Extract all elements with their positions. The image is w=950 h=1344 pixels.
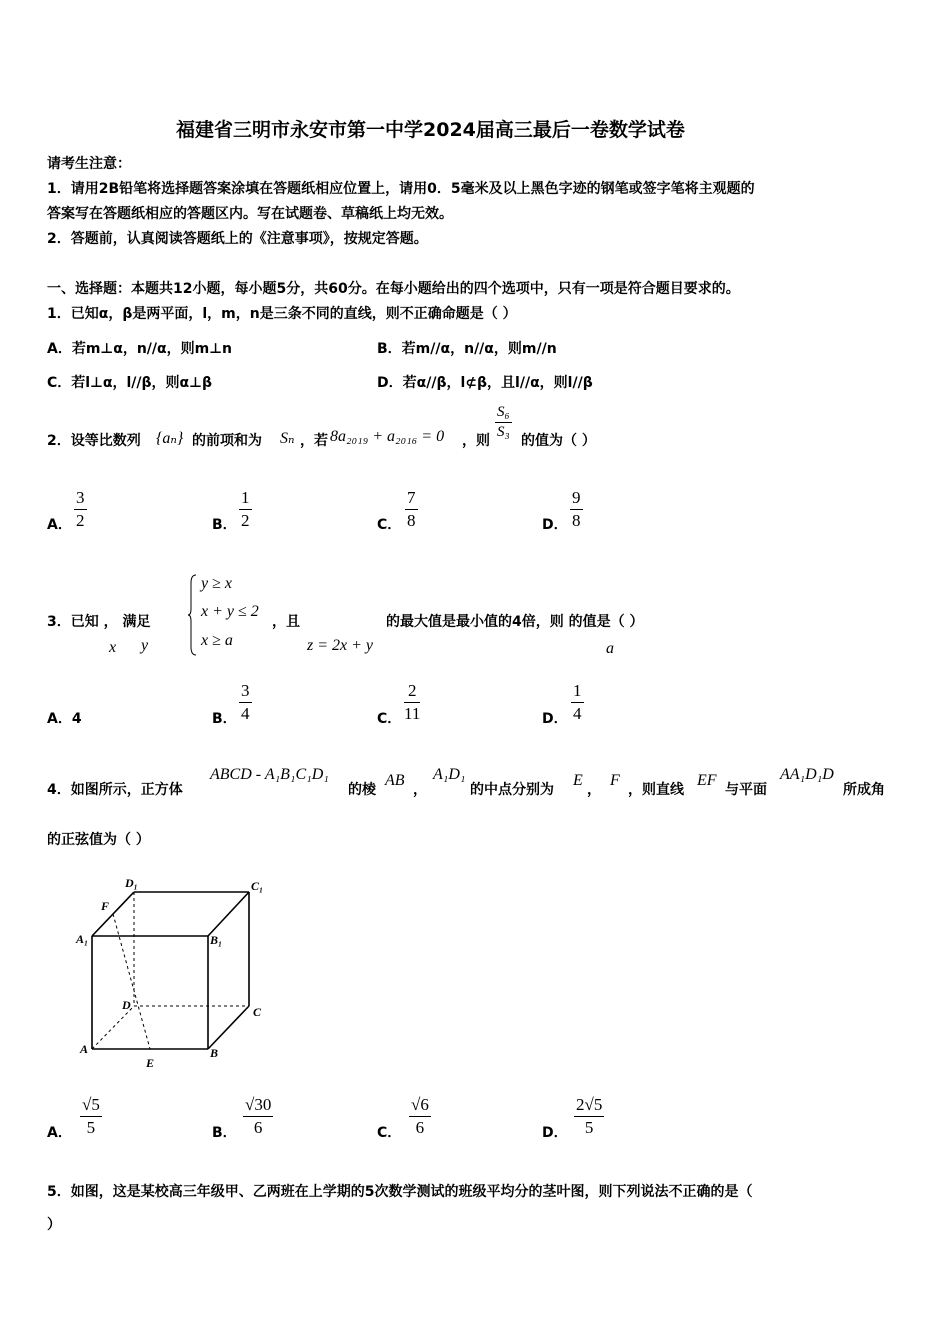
q4-point-e: E [573, 772, 583, 789]
q4-cube: ABCD - A₁B₁C₁D₁ [210, 766, 329, 783]
q4-stem-part: 的棱 [348, 782, 376, 798]
page-title: 福建省三明市永安市第一中学2024届高三最后一卷数学试卷 [176, 119, 685, 141]
q4-stem-part: 与平面 [725, 782, 767, 798]
q2-option-c-value [405, 488, 418, 531]
q4-plane: AA₁D₁D [780, 766, 834, 783]
label-b1: B₁ [210, 933, 223, 947]
q2-ratio-numerator: S₆ [495, 404, 512, 423]
label-c: C [253, 1005, 262, 1019]
q4-option-b-value [243, 1095, 273, 1138]
q4-option-d-value [574, 1095, 604, 1138]
segment-ef [113, 914, 150, 1049]
q4-stem-part: 的中点分别为 [470, 782, 554, 798]
denominator: 8 [407, 511, 416, 530]
denominator: 6 [253, 1118, 263, 1137]
q4-stem-part: ，则直线 [628, 782, 684, 798]
denominator: 6 [415, 1118, 425, 1137]
q3-stem-part: 的最大值是最小值的4倍，则 的值是（ ） [386, 614, 644, 630]
q3-constraint-3: x ≥ a [201, 632, 233, 649]
denominator: 11 [404, 704, 421, 723]
q4-line-ef: EF [697, 772, 717, 789]
q3-var-x: x [109, 639, 117, 656]
q1-option-b: B．若m//α，n//α，则m//n [377, 341, 557, 357]
q5-stem-line-2: ） [47, 1217, 61, 1233]
q4-option-a-value [80, 1095, 102, 1138]
denominator: 5 [584, 1118, 594, 1137]
q3-option-a: A．4 [47, 711, 82, 727]
numerator: 2 [404, 681, 420, 703]
q4-point-f: F [610, 772, 620, 789]
q3-var-a: a [606, 640, 614, 657]
denominator: 4 [573, 704, 582, 723]
numerator: 3 [74, 488, 87, 510]
q5-stem-line-1: 5．如图，这是某校高三年级甲、乙两班在上学期的5次数学测试的班级平均分的茎叶图，则下列说法不正确的是（ [47, 1184, 753, 1200]
notice-line-1: 1．请用2B铅笔将选择题答案涂填在答题纸相应位置上，请用0．5毫米及以上黑色字迹的钢笔或签字笔将主观题的 [47, 181, 755, 197]
q3-option-d-value [571, 681, 584, 724]
label-f: F [101, 899, 110, 913]
q2-option-d-label: D． [542, 517, 568, 533]
label-d1: D₁ [125, 876, 138, 890]
notice-heading: 请考生注意： [47, 156, 131, 172]
numerator: 3 [239, 681, 252, 703]
q4-stem-part: 所成角 [843, 782, 885, 798]
q3-stem-part: 3．已知 ， 满足 [47, 614, 151, 630]
q2-option-a-value [74, 488, 87, 531]
q3-option-c-value [404, 681, 420, 724]
edge-b1c1 [208, 892, 249, 936]
denominator: 2 [76, 511, 85, 530]
q2-ratio [495, 404, 512, 441]
q3-option-b-value [239, 681, 252, 724]
q1-option-a: A．若m⊥α，n//α，则m⊥n [47, 341, 233, 357]
q3-option-d-label: D． [542, 711, 568, 727]
cube-figure [70, 875, 290, 1075]
q2-stem-part: 的值为（ ） [521, 433, 596, 449]
q3-option-b-label: B． [212, 711, 237, 727]
q3-system-brace [188, 573, 198, 657]
numerator: √30 [243, 1095, 273, 1117]
denominator: 2 [241, 511, 250, 530]
q3-var-y: y [141, 637, 149, 654]
q4-stem-part: ， [587, 782, 601, 798]
q4-edge-a1d1: A₁D₁ [433, 766, 466, 783]
q4-stem-line-2: 的正弦值为（ ） [47, 832, 150, 848]
q2-stem-part: ，若 [300, 433, 328, 449]
q2-stem-part: 的前项和为 [192, 433, 262, 449]
q2-option-b-label: B． [212, 517, 237, 533]
q4-option-b-label: B． [212, 1125, 237, 1141]
q2-option-d-value [570, 488, 583, 531]
q2-ratio-denominator: S₃ [497, 424, 510, 440]
q4-option-c-label: C． [377, 1125, 402, 1141]
q4-stem-part: ， [413, 782, 427, 798]
q2-stem-part: 2．设等比数列 [47, 433, 141, 449]
label-e: E [146, 1056, 155, 1070]
q2-sum: Sₙ [280, 430, 295, 447]
label-b: B [210, 1046, 219, 1060]
label-d: D [122, 998, 131, 1012]
label-a: A [80, 1042, 89, 1056]
q4-edge-ab: AB [385, 772, 405, 789]
numerator: 7 [405, 488, 418, 510]
q3-constraint-1: y ≥ x [201, 575, 232, 592]
denominator: 5 [86, 1118, 96, 1137]
q3-constraint-2: x + y ≤ 2 [201, 603, 259, 620]
q2-option-a-label: A． [47, 517, 72, 533]
q2-stem-part: ，则 [462, 433, 490, 449]
q1-stem: 1．已知α，β是两平面，l，m，n是三条不同的直线，则不正确命题是（ ） [47, 306, 517, 322]
q2-equation: 8a₂₀₁₉ + a₂₀₁₆ = 0 [330, 428, 445, 445]
q3-option-c-label: C． [377, 711, 402, 727]
q4-stem-part: 4．如图所示，正方体 [47, 782, 183, 798]
denominator: 4 [241, 704, 250, 723]
q3-stem-part: ，且 [272, 614, 300, 630]
q4-option-c-value [409, 1095, 431, 1138]
notice-line-3: 2．答题前，认真阅读答题纸上的《注意事项》，按规定答题。 [47, 231, 428, 247]
q2-option-c-label: C． [377, 517, 402, 533]
numerator: 2√5 [574, 1095, 604, 1117]
q2-option-b-value [239, 488, 252, 531]
denominator: 8 [572, 511, 581, 530]
q4-option-d-label: D． [542, 1125, 568, 1141]
q1-option-c: C．若l⊥α，l//β，则α⊥β [47, 375, 212, 391]
q2-sequence: {aₙ} [156, 430, 184, 447]
edge-bc [208, 1006, 249, 1049]
numerator: √6 [409, 1095, 431, 1117]
label-a1: A₁ [76, 932, 89, 946]
numerator: 1 [239, 488, 252, 510]
q3-objective: z = 2x + y [307, 637, 374, 654]
section-heading: 一、选择题：本题共12小题，每小题5分，共60分。在每小题给出的四个选项中，只有一项是符合题目要求的。 [47, 281, 740, 297]
q1-option-d: D．若α//β，l⊄β，且l//α，则l//β [377, 375, 593, 391]
edge-ad [92, 1006, 134, 1049]
q4-option-a-label: A． [47, 1125, 72, 1141]
notice-line-2: 答案写在答题纸相应的答题区内。写在试题卷、草稿纸上均无效。 [47, 206, 453, 222]
label-c1: C₁ [251, 879, 264, 893]
numerator: 9 [570, 488, 583, 510]
numerator: √5 [80, 1095, 102, 1117]
numerator: 1 [571, 681, 584, 703]
